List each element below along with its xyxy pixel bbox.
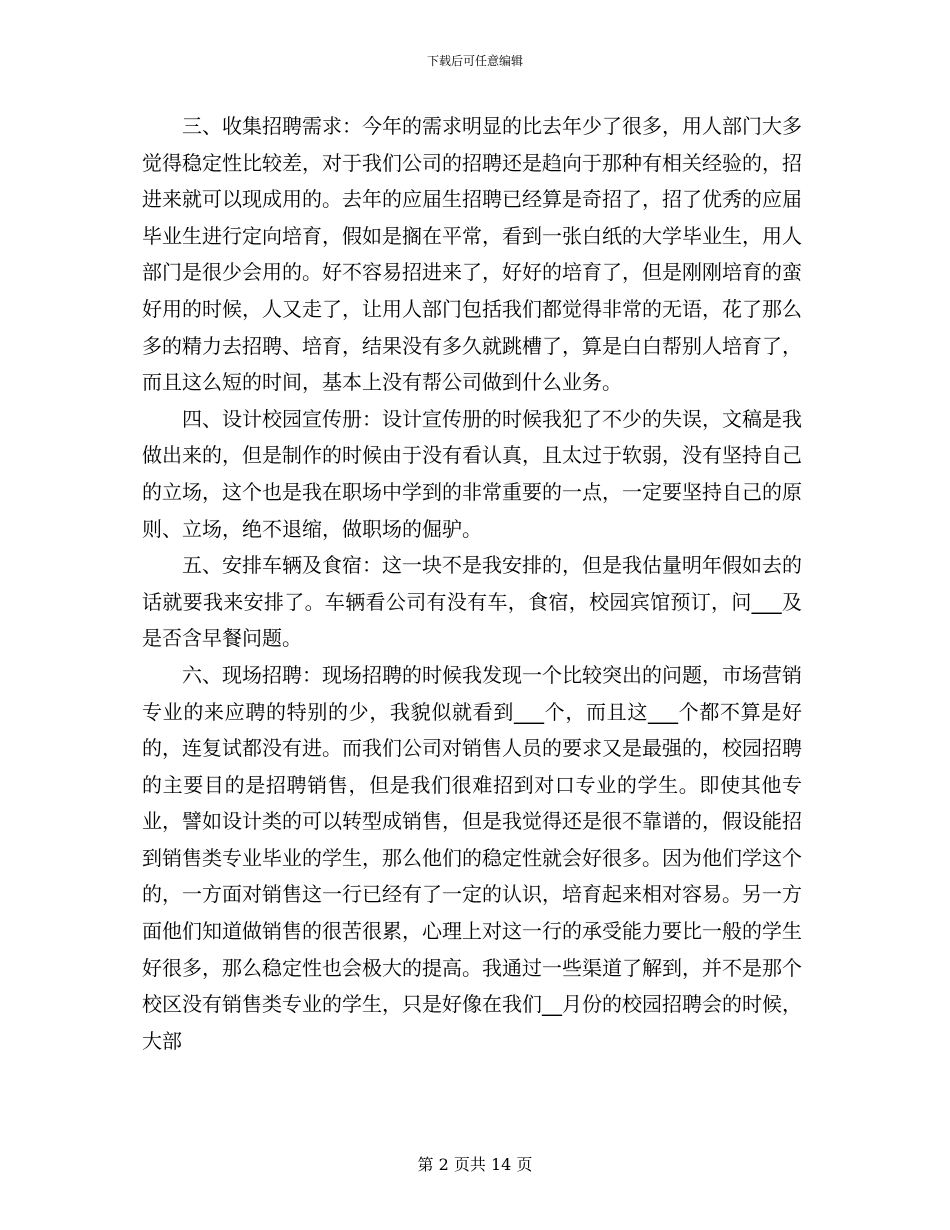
document-body xyxy=(142,108,802,1059)
page-header: 下载后可任意编辑 xyxy=(426,54,523,68)
paragraph-recruitment-needs: 三、收集招聘需求：今年的需求明显的比去年少了很多，用人部门大多觉得稳定性比较差，对于我们公司的招聘还是趋向于那种有相关经验的，招进来就可以现成用的。去年的应届生招聘已经算是奇招了，招了优秀的应届毕业生进行定向培育，假如是搁在平常，看到一张白纸的大学毕业生，用人部门是很少会用的。好不容易招进来了，好好的培育了，但是刚刚培育的蛮好用的时候，人又走了，让用人部门包括我们都觉得非常的无语，花了那么多的精力去招聘、培育，结果没有多久就跳槽了，算是白白帮别人培育了，而且这么短的时间，基本上没有帮公司做到什么业务。 xyxy=(142,114,802,395)
paragraph-onsite-recruitment: 六、现场招聘：现场招聘的时候我发现一个比较突出的问题，市场营销专业的来应聘的特别的少，我貌似就看到___个，而且这___个都不算是好的，连复试都没有进。而我们公司对销售人员的要求又是最强的，校园招聘的主要目的是招聘销售，但是我们很难招到对口专业的学生。即使其他专业，譬如设计类的可以转型成销售，但是我觉得还是很不靠谱的，假设能招到销售类专业毕业的学生，那么他们的稳定性就会好很多。因为他们学这个的，一方面对销售这一行已经有了一定的认识，培育起来相对容易。另一方面他们知道做销售的很苦很累，心理上对这一行的承受能力要比一般的学生好很多，那么稳定性也会极大的提高。我通过一些渠道了解到，并不是那个校区没有销售类专业的学生，只是好像在我们__月份的校园招聘会的时候，大部 xyxy=(142,662,802,1053)
paragraph-vehicle-lodging: 五、安排车辆及食宿：这一块不是我安排的，但是我估量明年假如去的话就要我来安排了。车辆看公司有没有车，食宿，校园宾馆预订，问___及是否含早餐问题。 xyxy=(142,553,802,651)
page-footer-page-number: 第 2 页共 14 页 xyxy=(417,1155,533,1174)
paragraph-brochure-design: 四、设计校园宣传册：设计宣传册的时候我犯了不少的失误，文稿是我做出来的，但是制作的时候由于没有看认真，且太过于软弱，没有坚持自己的立场，这个也是我在职场中学到的非常重要的一点，一定要坚持自己的原则、立场，绝不退缩，做职场的倔驴。 xyxy=(142,406,802,541)
